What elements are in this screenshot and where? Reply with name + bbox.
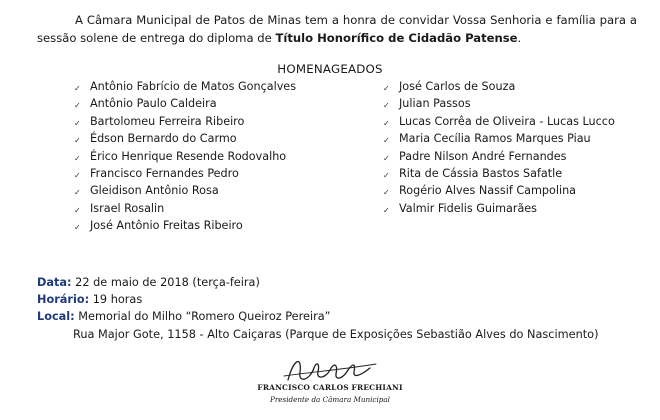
honoree-name: Valmir Fidelis Guimarães [399,201,538,215]
check-icon: ✓ [383,171,390,181]
honoree-item [74,113,296,130]
honorees-list-left [74,78,296,235]
event-date-line [37,274,637,291]
honoree-item [74,130,296,147]
award-title: Título Honorífico de Cidadão Patense [275,31,518,45]
invitation-text-end: . [517,31,522,45]
time-label: Horário: [37,293,90,307]
date-label: Data: [37,276,72,289]
honoree-item [383,130,615,147]
event-address: Rua Major Gote, 1158 - Alto Caiçaras (Parque de Exposições Sebastião Alves do Nascimento) [73,327,599,341]
honoree-name: José Carlos de Souza [399,80,516,93]
check-icon: ✓ [383,153,390,163]
check-icon: ✓ [383,205,390,215]
honoree-item [74,217,296,234]
check-icon: ✓ [74,101,81,111]
signatory-name: FRANCISCO CARLOS FRECHIANI [257,383,403,392]
check-icon: ✓ [74,153,81,163]
honoree-item [74,95,296,112]
check-icon: ✓ [383,101,390,111]
honorees-list-right [383,78,615,217]
check-icon: ✓ [383,84,390,93]
honoree-name: Padre Nilson André Fernandes [399,149,567,163]
signature-block [230,350,430,420]
honoree-item [74,78,296,95]
check-icon: ✓ [74,171,81,181]
signatory-role: Presidente da Câmara Municipal [270,395,390,404]
honoree-item [74,165,296,182]
honoree-item [383,95,615,112]
honoree-item [74,182,296,199]
check-icon: ✓ [74,118,81,128]
event-time-line [37,291,637,308]
check-icon: ✓ [74,188,81,198]
date-value: 22 de maio de 2018 (terça-feira) [71,276,260,289]
invitation-text: A Câmara Municipal de Patos de Minas tem a honra de convidar Vossa Senhoria e família para a sessão solene de entrega do diploma de [37,13,637,45]
event-place-line [37,308,637,325]
honoree-name: Rogério Alves Nassif Campolina [399,184,577,198]
honoree-name: Julian Passos [399,97,471,111]
check-icon: ✓ [74,136,81,146]
honoree-name: Rita de Cássia Bastos Safatle [399,167,563,181]
honoree-item [74,200,296,217]
honoree-item [383,165,615,182]
check-icon: ✓ [383,136,390,146]
honoree-name: Bartolomeu Ferreira Ribeiro [90,114,245,128]
honoree-name: Lucas Corrêa de Oliveira - Lucas Lucco [399,114,615,128]
honoree-item [383,200,615,217]
honoree-item [383,113,615,130]
honoree-name: Maria Cecília Ramos Marques Piau [399,132,591,146]
honoree-name: José Antônio Freitas Ribeiro [90,219,243,233]
event-details [37,274,637,343]
honoree-name: Antônio Paulo Caldeira [90,97,217,111]
check-icon: ✓ [383,118,390,128]
check-icon: ✓ [74,84,81,93]
honoree-item [383,148,615,165]
honoree-item [383,78,615,95]
check-icon: ✓ [383,188,390,198]
check-icon: ✓ [74,223,81,233]
place-label: Local: [37,310,75,324]
check-icon: ✓ [74,205,81,215]
honoree-name: Israel Rosalin [90,201,165,215]
handwritten-signature [280,350,380,386]
time-value: 19 horas [89,293,143,307]
honoree-item [383,182,615,199]
invitation-paragraph [37,11,637,47]
honoree-name: Érico Henrique Resende Rodovalho [90,149,287,163]
place-value: Memorial do Milho “Romero Queiroz Pereira” [74,310,331,324]
honorees-heading: HOMENAGEADOS [277,62,383,76]
honoree-name: Antônio Fabrício de Matos Gonçalves [90,80,297,93]
honoree-name: Édson Bernardo do Carmo [90,132,237,146]
honoree-item [74,148,296,165]
honoree-name: Gleidison Antônio Rosa [90,184,219,198]
honoree-name: Francisco Fernandes Pedro [90,167,239,181]
